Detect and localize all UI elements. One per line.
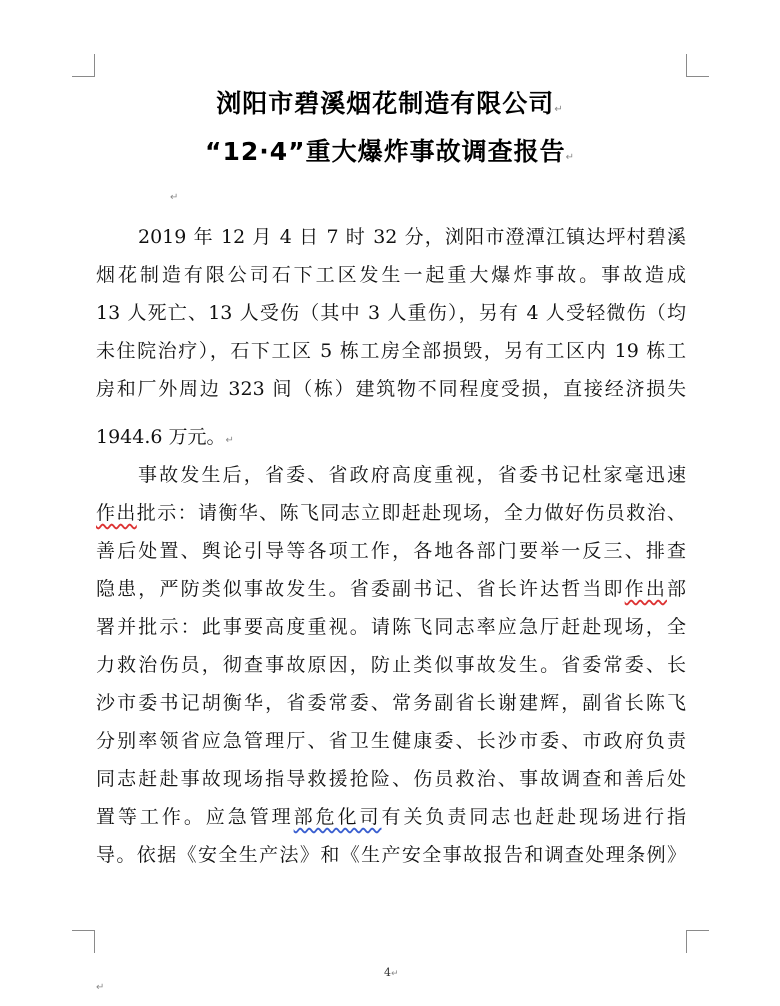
body-line: 署并批示：此事要高度重视。请陈飞同志率应急厅赶赴现场，全 <box>96 616 686 638</box>
paragraph-mark: ↵ <box>170 192 179 203</box>
paragraph-mark: ↵ <box>554 104 564 115</box>
body-line: 善后处置、舆论引导等各项工作，各地各部门要举一反三、排查 <box>96 540 686 562</box>
document-title-line-1 <box>90 84 690 120</box>
body-line: 烟花制造有限公司石下工区发生一起重大爆炸事故。事故造成 <box>96 264 686 286</box>
body-line: 事故发生后，省委、省政府高度重视，省委书记杜家毫迅速 <box>138 464 686 486</box>
crop-mark-bottom-left <box>72 930 95 953</box>
body-line: 1944.6 万元。↵ <box>96 426 234 448</box>
body-line: 隐患，严防类似事故发生。省委副书记、省长许达哲当即作出部 <box>96 578 686 600</box>
body-line: 同志赶赴事故现场指导救援抢险、伤员救治、事故调查和善后处 <box>96 768 686 790</box>
crop-mark-top-right <box>686 54 709 77</box>
body-line: 房和厂外周边 323 间（栋）建筑物不同程度受损，直接经济损失 <box>96 378 686 400</box>
body-line: 沙市委书记胡衡华，省委常委、常务副省长谢建辉，副省长陈飞 <box>96 692 686 714</box>
body-line: 置等工作。应急管理部危化司有关负责同志也赶赴现场进行指 <box>96 806 686 828</box>
spellcheck-underline: 作出 <box>96 502 137 524</box>
body-line: 力救治伤员，彻查事故原因，防止类似事故发生。省委常委、长 <box>96 654 686 676</box>
paragraph-mark: ↵ <box>96 982 105 993</box>
body-line: 未住院治疗），石下工区 5 栋工房全部损毁，另有工区内 19 栋工 <box>96 340 686 362</box>
body-line: 2019 年 12 月 4 日 7 时 32 分，浏阳市澄潭江镇达坪村碧溪 <box>138 226 686 248</box>
body-line: 13 人死亡、13 人受伤（其中 3 人重伤），另有 4 人受轻微伤（均 <box>96 302 686 324</box>
grammar-underline: 部危化司 <box>293 806 382 828</box>
crop-mark-top-left <box>72 54 95 77</box>
body-line: 导。依据《安全生产法》和《生产安全事故报告和调查处理条例》 <box>96 844 686 866</box>
page-number: 4↵ <box>384 966 399 979</box>
body-line: 分别率领省应急管理厅、省卫生健康委、长沙市委、市政府负责 <box>96 730 686 752</box>
paragraph-mark: ↵ <box>225 435 234 446</box>
title-text: 浏阳市碧溪烟花制造有限公司 <box>216 89 555 118</box>
paragraph-mark: ↵ <box>565 152 575 163</box>
title-text: “12·4”重大爆炸事故调查报告 <box>205 137 566 166</box>
document-title-line-2 <box>90 132 690 168</box>
crop-mark-bottom-right <box>686 930 709 953</box>
body-line: 作出批示：请衡华、陈飞同志立即赶赴现场，全力做好伤员救治、 <box>96 502 686 524</box>
spellcheck-underline: 作出 <box>624 578 667 600</box>
paragraph-mark: ↵ <box>391 969 399 979</box>
